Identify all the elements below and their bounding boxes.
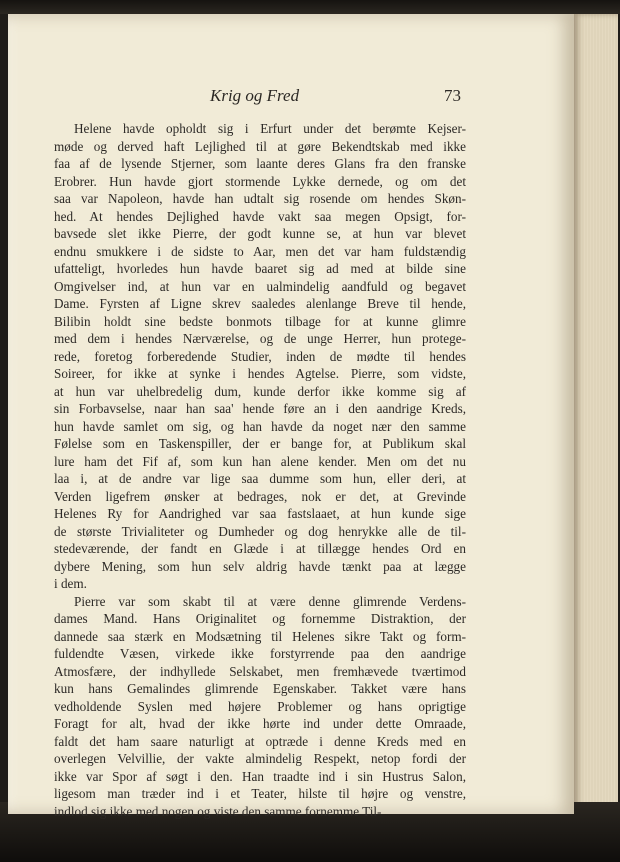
- text-line: Følelse som en Taskenspiller, der er bange for, at Publikum skal: [54, 436, 466, 451]
- text-line: bavsede slet ikke Pierre, der godt kunne se, at hun var blevet: [54, 226, 466, 241]
- paragraph: [54, 120, 466, 593]
- paragraph: [54, 593, 466, 821]
- text-line: ufatteligt, hvorledes hun havde baaret sig ad med at bilde sine: [54, 261, 466, 276]
- page-number: 73: [444, 86, 461, 105]
- text-line: Atmosfære, der indhyllede Selskabet, men fremhævede tværtimod: [54, 663, 466, 679]
- text-line: dannede saa stærk en Modsætning til Helenes sikre Takt og form-: [54, 628, 466, 644]
- text-line: vedholdende Syslen med højere Problemer og hans oprigtige: [54, 698, 466, 714]
- text-line: med dem i hendes Nærværelse, og de unge Herrer, hun protege-: [54, 331, 466, 346]
- text-line: Foragt for alt, hvad der ikke hørte ind under dette Omraade,: [54, 716, 466, 731]
- text-line: Helenes Ry for Aandrighed var saa fastslaaet, at hun kunde sige: [54, 506, 466, 521]
- text-line: Omgivelser ind, at hun var en ualmindelig aandfuld og begavet: [54, 278, 466, 294]
- text-line: rede, foretog forberedende Studier, inden de mødte til hendes: [54, 348, 466, 364]
- text-line: Dame. Fyrsten af Ligne skrev saaledes alenlange Breve til hende,: [54, 296, 466, 311]
- text-line: Pierre var som skabt til at være denne glimrende Verdens-: [74, 593, 466, 609]
- text-line: saa var Napoleon, havde han udtalt sig rosende om hendes Skøn-: [54, 191, 466, 206]
- text-line: ligesom man træder ind i et Teater, hilste til højre og venstre,: [54, 786, 466, 801]
- text-line: i dem.: [54, 576, 87, 591]
- text-line: ikke var Spor af søgt i den. Han traadte ind i sin Hustrus Salon,: [54, 768, 466, 784]
- top-shadow: [0, 0, 620, 14]
- text-line: Erobrer. Hun havde gjort stormende Lykke dernede, og om det: [54, 173, 466, 189]
- text-line: faldt det ham saare naturligt at optræde i denne Kreds med en: [54, 733, 466, 749]
- running-title: Krig og Fred: [210, 86, 300, 105]
- text-line: kun hans Gemalindes glimrende Egenskaber. Takket være hans: [54, 681, 466, 696]
- body-text: [54, 120, 466, 820]
- text-line: endnu smukkere i de sidste to Aar, men det var ham fuldstændig: [54, 243, 466, 259]
- text-line: hun havde samlet om sig, og han havde da noget nær den samme: [54, 418, 466, 434]
- page-edge: [574, 14, 618, 820]
- text-line: Bilibin holdt sine bedste bonmots tilbage for at kunne glimre: [54, 313, 466, 329]
- text-line: sin Forbavselse, naar han saa' hende føre an i den aandrige Kreds,: [54, 401, 466, 416]
- text-line: Helene havde opholdt sig i Erfurt under det berømte Kejser-: [74, 121, 466, 136]
- text-line: indlod sig ikke med nogen og viste den samme fornemme Til-: [54, 803, 382, 819]
- text-line: at hun var uhelbredelig dum, kunde derfor ikke komme sig af: [54, 383, 466, 399]
- text-line: de største Trivialiteter og Dumheder og dog henrykke alle de til-: [54, 523, 466, 539]
- text-line: lure ham det Fif af, som kun han alene kender. Men om det nu: [54, 453, 466, 469]
- book-page: [8, 14, 574, 819]
- page-header: [8, 86, 574, 110]
- text-line: dybere Mening, som hun selv aldrig havde tænkt paa at lægge: [54, 558, 466, 574]
- text-line: Soireer, for ikke at synke i hendes Agtelse. Pierre, som vidste,: [54, 366, 466, 381]
- text-line: dames Mand. Hans Originalitet og fornemme Distraktion, der: [54, 611, 466, 626]
- text-line: Verden ligefrem ønsker at bedrages, nok er det, at Grevinde: [54, 488, 466, 504]
- text-line: fuldendte Væsen, virkede ikke forstyrrende paa den aandrige: [54, 646, 466, 661]
- text-line: stedeværende, der fandt en Glæde i at tillægge hendes Ord en: [54, 541, 466, 556]
- text-line: overlegen Velvillie, der vakte almindelig Respekt, netop fordi der: [54, 751, 466, 766]
- text-line: møde og derved haft Lejlighed til at gøre Bekendtskab med ikke: [54, 138, 466, 154]
- text-line: hed. At hendes Dejlighed havde vakt saa megen Opsigt, for-: [54, 208, 466, 224]
- text-line: faa af de lysende Stjerner, som laante deres Glans fra den franske: [54, 156, 466, 171]
- text-line: laa i, at de andre var lige saa dumme som hun, eller deri, at: [54, 471, 466, 486]
